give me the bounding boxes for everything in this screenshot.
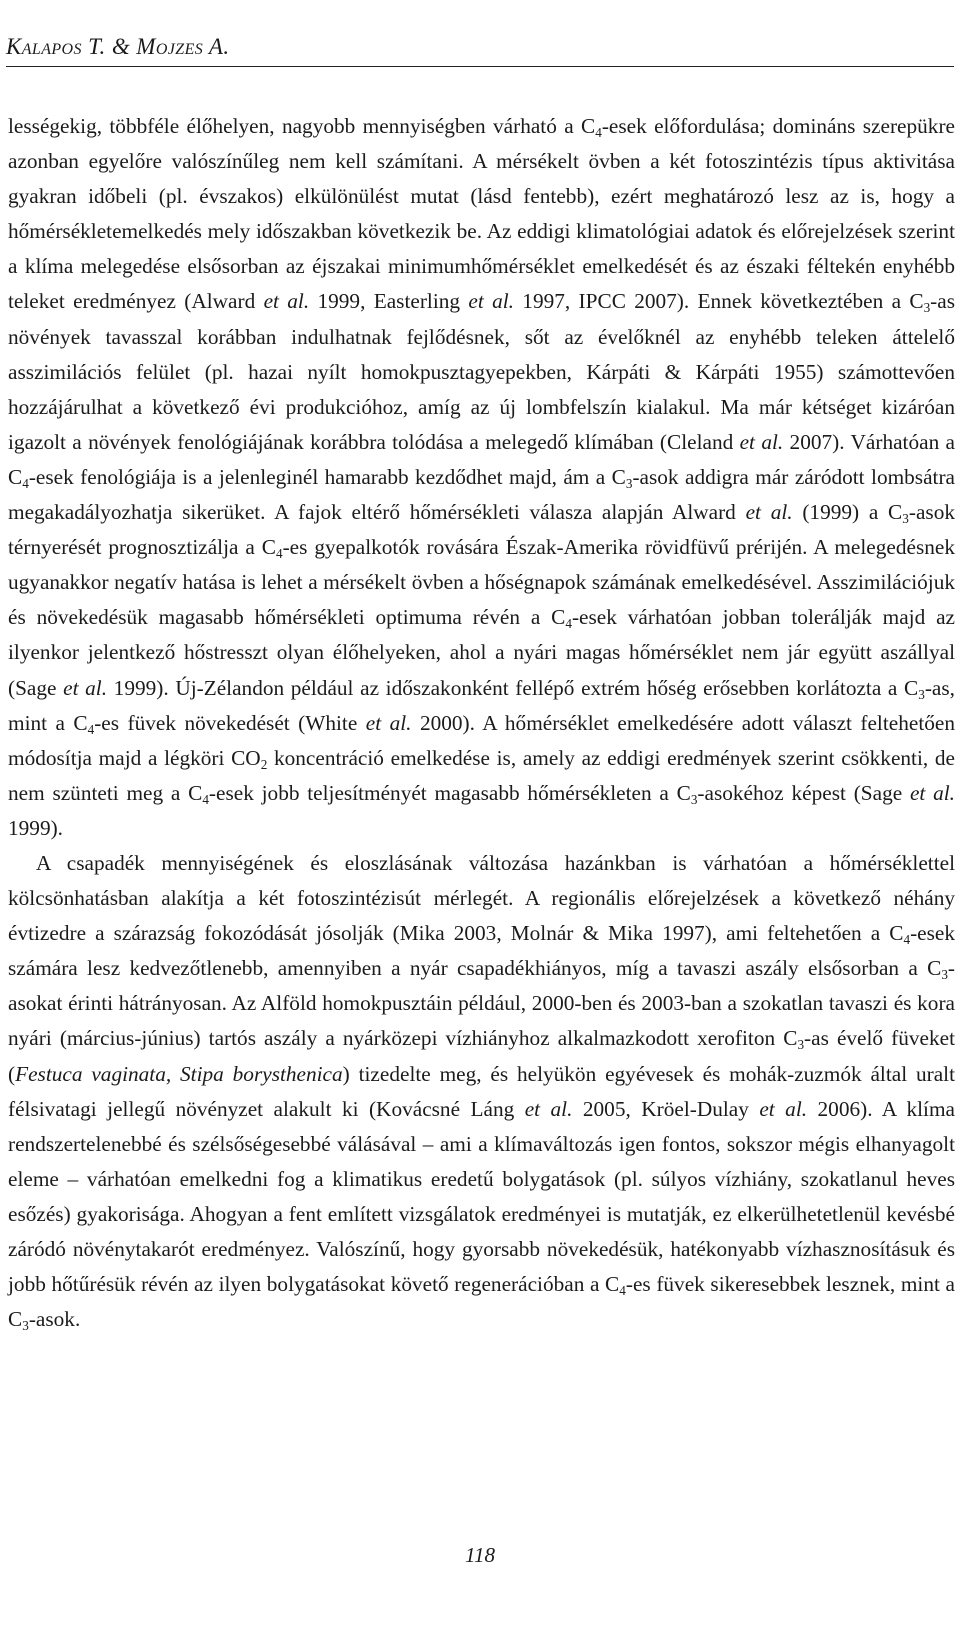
subscript: 3: [690, 792, 698, 807]
running-head-title: Kalapos T. & Mojzes A.: [6, 34, 230, 59]
italic-text: Festuca vaginata, Stipa borysthenica: [15, 1061, 343, 1086]
subscript: 3: [918, 686, 925, 702]
subscript: 4: [22, 476, 29, 492]
italic-text: et al.: [759, 1096, 808, 1121]
subscript: 3: [625, 476, 633, 492]
italic-text: et al.: [365, 710, 412, 735]
subscript: 3: [797, 1037, 805, 1053]
subscript: 4: [275, 546, 283, 562]
subscript: 3: [902, 511, 909, 527]
subscript: 3: [941, 967, 948, 983]
running-header: [6, 32, 954, 67]
italic-text: et al.: [739, 429, 784, 454]
italic-text: et al.: [524, 1096, 573, 1121]
subscript: 2: [260, 756, 268, 772]
italic-text: et al.: [745, 500, 793, 525]
subscript: 4: [595, 125, 602, 141]
subscript: 3: [923, 300, 931, 316]
italic-text: et al.: [263, 289, 310, 314]
subscript: 4: [87, 721, 95, 737]
paragraph-1: lességekig, többféle élőhelyen, nagyobb mennyiségben várható a $C_4$-esek előfordulása; domináns szerepükre azonban egyelőre valószínűleg nem kell számítani. A mérsékelt övben a két fotoszintézis típus aktivitása gyakran időbeli (pl. évszakos) elkülönülést mutat (lásd fentebb), ezért meghatározó lesz az is, hogy a hőmérsékletemelkedés mely időszakban következik be. Az eddigi klimatológiai adatok és előrejelzések szerint a klíma melegedése elsősorban az éjszakai minimumhőmérséklet emelkedését és az északi féltekén enyhébb teleket eredményez (Alward et al. 1999, Easterling et al. 1997, IPCC 2007). Ennek következtében a $C_3-as$ növények tavasszal korábban indulhatnak fejlődésnek, sőt az évelőknél az enyhébb teleken áttelelő asszimilációs felület (pl. hazai nyílt homokpusztagyepekben, Kárpáti & Kárpáti 1955) számottevően hozzájárulhat a következő évi produkcióhoz, amíg az új lombfelszín kialakul. Ma már kétséget kizáróan igazolt a növények fenológiájának korábbra tolódása a melegedő klímában (Cleland et al. 2007). Várhatóan a $C_4$-esek fenológiája is a jelenleginél hamarabb kezdődhet majd, ám a $C_3$-asok addigra már záródott lombsátra megakadályozhatja sikerüket. A fajok eltérő hőmérsékleti válasza alapján Alward et al. (1999) a $C_3$-asok térnyerését prognosztizálja a $C_4-es$ gyepalkotók rovására Észak-Amerika rövidfüvű prérijén. A melegedésnek ugyanakkor negatív hatása is lehet a mérsékelt övben a hőségnapok számának emelkedésével. Asszimilációjuk és növekedésük magasabb hőmérsékleti optimuma révén a $C_4$-esek várhatóan jobban tolerálják majd az ilyenkor jelentkező hőstresszt olyan élőhelyeken, ahol a nyári magas hőmérséklet nem jár együtt aszállyal (Sage et al. 1999). Új-Zélandon például az időszakonként fellépő extrém hőség erősebben korlátozta a $C_3-as$, mint a $C_4-es$ füvek növekedését (White et al. 2000). A hőmérséklet emelkedésére adott választ feltehetően módosítja majd a légköri $CO_2$ koncentráció emelkedése is, amely az eddigi eredmények szerint csökkenti, de nem szünteti meg a $C_4$-esek jobb teljesítményét magasabb hőmérsékleten a $C_3$-asokéhoz képest (Sage et al. 1999).: [8, 114, 956, 840]
subscript: 4: [903, 932, 911, 948]
italic-text: et al.: [63, 675, 108, 700]
italic-text: et al.: [468, 289, 514, 314]
paragraph-2: A csapadék mennyiségének és eloszlásának változása hazánkban is várhatóan a hőmérséklettel kölcsönhatásban alakítja a két fotoszintézisút mérlegét. A regionális előrejelzések a következő néhány évtizedre a szárazság fokozódását jósolják (Mika 2003, Molnár & Mika 1997), ami feltehetően a $C_4$-esek számára lesz kedvezőtlenebb, amennyiben a nyár csapadékhiányos, míg a tavaszi aszály elsősorban a $C_3$-asokat érinti hátrányosan. Az Alföld homokpusztáin például, 2000-ben és 2003-ban a szokatlan tavaszi és kora nyári (március-június) tartós aszály a nyárközepi vízhiányhoz alkalmazkodott xerofiton $C_3-as$ évelő füveket (Festuca vaginata, Stipa borysthenica) tizedelte meg, és helyükön egyévesek és mohák-zuzmók által uralt félsivatagi jellegű növényzet alakult ki (Kovácsné Láng et al. 2005, Kröel-Dulay et al. 2006). A klíma rendszertelenebbé és szélsőségesebbé válásával – ami a klímaváltozás igen fontos, sokszor mégis elhanyagolt eleme – várhatóan emelkedni fog a klimatikus eredetű bolygatások (pl. súlyos vízhiány, szokatlanul heves esőzés) gyakorisága. Ahogyan a fent említett vizsgálatok eredményei is mutatják, ez elkerülhetetlenül kevésbé záródó növénytakarót eredményez. Valószínű, hogy gyorsabb növekedésük, hatékonyabb vízhasznosításuk és jobb hőtűrésük révén az ilyen bolygatásokat követő regenerációban a $C_4-es$ füvek sikeresebbek lesznek, mint a $C_3$-asok.: [8, 850, 956, 1334]
italic-text: et al.: [909, 780, 956, 805]
page-number: 118: [465, 1543, 495, 1567]
subscript: 4: [565, 616, 572, 632]
subscript: 3: [22, 1318, 29, 1334]
subscript: 4: [202, 792, 209, 807]
subscript: 4: [619, 1283, 626, 1299]
main-text: [8, 109, 955, 1337]
